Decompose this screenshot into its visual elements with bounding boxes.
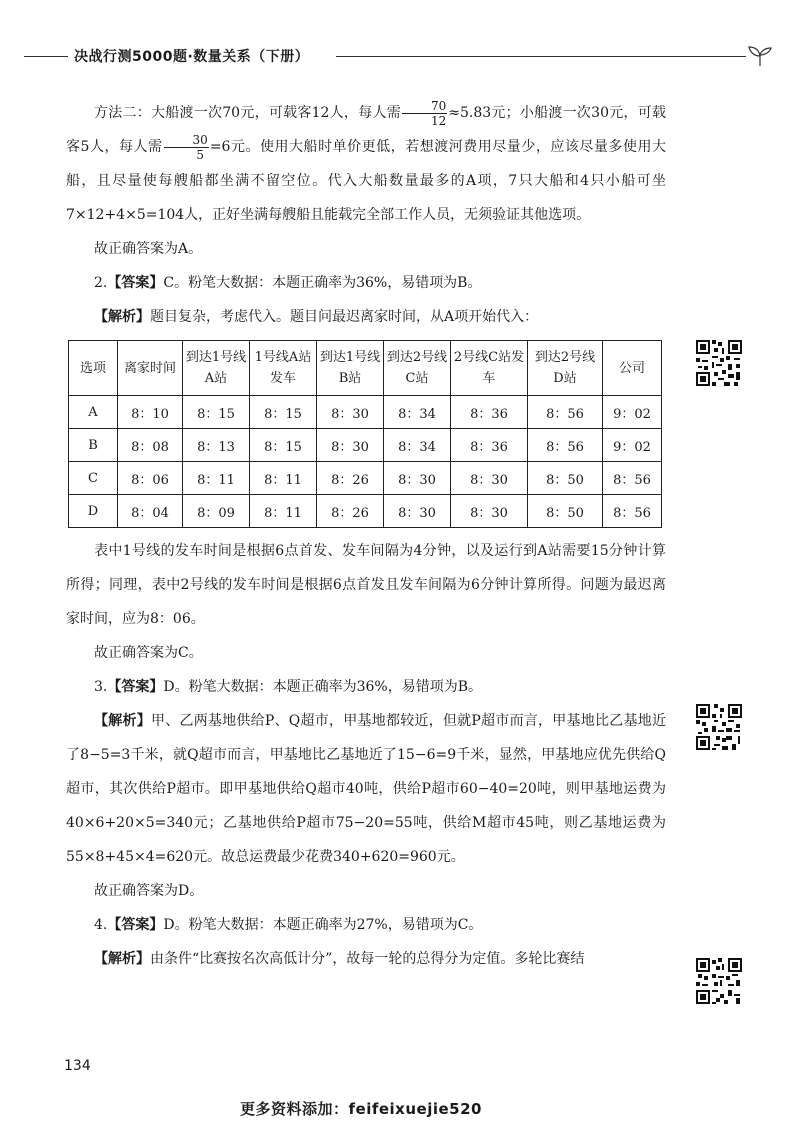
question-2-analysis: 【解析】题目复杂，考虑代入。题目问最迟离家时间，从A项开始代入： — [94, 309, 539, 325]
fraction-70-12: $\frac{70}{12}$ — [402, 99, 447, 128]
table-row: B 8：08 8：13 8：15 8：30 8：34 8：36 8：56 9：02 — [69, 429, 662, 462]
table-header: 到达2号线D站 — [528, 341, 603, 396]
header-rule-right — [336, 56, 746, 57]
qr-code-icon[interactable] — [694, 338, 744, 388]
book-title: 决战行测5000题·数量关系（下册） — [74, 49, 310, 65]
table-row: C 8：06 8：11 8：11 8：26 8：30 8：30 8：50 8：56 — [69, 462, 662, 495]
table-header: 到达1号线B站 — [317, 341, 384, 396]
question-4-answer: 4.【答案】D。粉笔大数据：本题正确率为27%，易错项为C。 — [94, 917, 483, 933]
table-header: 离家时间 — [118, 341, 183, 396]
page-number: 134 — [64, 1058, 91, 1074]
question-3-analysis: 【解析】甲、乙两基地供给P、Q超市，甲基地都较近，但就P超市而言，甲基地比乙基地近了8−5=3千米，就Q超市而言，甲基地比乙基地近了15−6=9千米，显然，甲基地应优先供给Q超市，其次供给P超市。即甲基地供给Q超市40吨，供给P超市60−40=20吨，则甲基地运费为40×6+20×5=340元；乙基地供给P超市75−20=55吨，供给M超市45吨，则乙基地运费为55×8+45×4=620元。故总运费最少花费340+620=960元。 — [66, 713, 666, 865]
header-rule-left — [24, 56, 68, 57]
table-explanation: 表中1号线的发车时间是根据6点首发、发车间隔为4分钟，以及运行到A站需要15分钟计算所得；同理，表中2号线的发车时间是根据6点首发且发车间隔为6分钟计算所得。问题为最迟离家时间，应为8：06。 — [66, 543, 666, 627]
table-header-row — [69, 341, 662, 396]
question-2-answer: 2.【答案】C。粉笔大数据：本题正确率为36%，易错项为B。 — [94, 275, 482, 291]
qr-code-icon[interactable] — [694, 956, 744, 1006]
footer-note: 更多资料添加：feifeixuejie520 — [240, 1100, 482, 1118]
running-header — [24, 44, 772, 68]
timetable — [68, 340, 662, 528]
answer-1: 故正确答案为A。 — [94, 241, 203, 257]
page-body — [66, 96, 666, 976]
answer-2: 故正确答案为C。 — [94, 645, 203, 661]
table-header: 2号线C站发车 — [451, 341, 528, 396]
qr-code-icon[interactable] — [694, 702, 744, 752]
table-row: D 8：04 8：09 8：11 8：26 8：30 8：30 8：50 8：56 — [69, 495, 662, 528]
table-header: 1号线A站发车 — [250, 341, 317, 396]
table-header: 选项 — [69, 341, 118, 396]
fraction-30-5: $\frac{30}{5}$ — [164, 133, 209, 162]
table-row: A 8：10 8：15 8：15 8：30 8：34 8：36 8：56 9：02 — [69, 396, 662, 429]
table-header: 公司 — [603, 341, 662, 396]
method-two-paragraph: 方法二：大船渡一次70元，可载客12人，每人需 $\frac{70}{12}$ ≈5.83元；小船渡一次30元，可载客5人，每人需 $\frac{30}{5}$ =6元。使用大船时单价更低，若想渡河费用尽量少，应该尽量多使用大船，且尽量使每艘船都坐满不留空位。代入大船数量最多的A项，7只大船和4只小船可坐7×12+4×5=104人，正好坐满每艘船且能载完全部工作人员，无须验证其他选项。 — [66, 98, 667, 223]
answer-3: 故正确答案为D。 — [94, 883, 204, 899]
question-3-answer: 3.【答案】D。粉笔大数据：本题正确率为36%，易错项为B。 — [94, 679, 482, 695]
sprout-icon — [746, 44, 774, 68]
question-4-analysis: 【解析】由条件“比赛按名次高低计分”，故每一轮的总得分为定值。多轮比赛结 — [94, 951, 585, 967]
table-header: 到达2号线C站 — [384, 341, 451, 396]
table-header: 到达1号线A站 — [183, 341, 250, 396]
